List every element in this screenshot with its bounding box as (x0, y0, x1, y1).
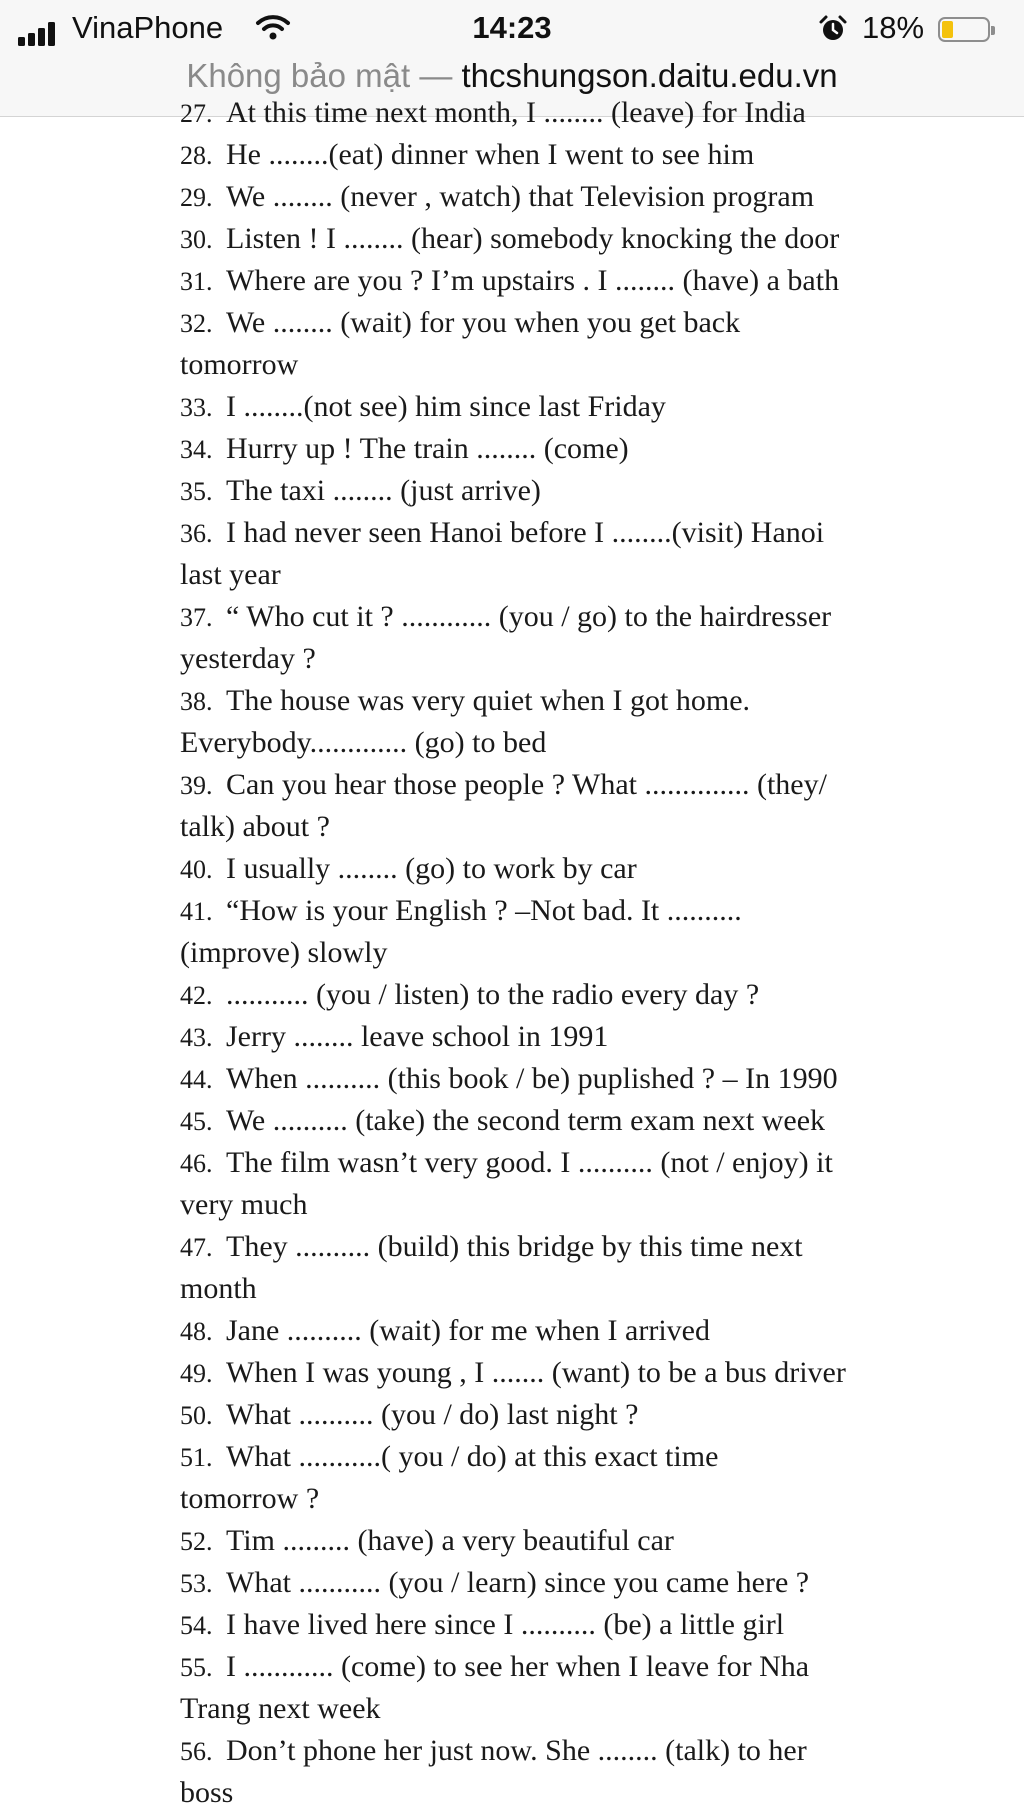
exercise-item (180, 470, 1000, 513)
exercise-item (180, 1100, 1000, 1143)
exercise-item (180, 848, 1000, 891)
exercise-item (180, 1436, 1000, 1479)
exercise-item-continued (180, 344, 1000, 386)
exercise-item-continued (180, 1772, 1000, 1814)
exercise-item (180, 1562, 1000, 1605)
exercise-number: 45. (180, 1107, 213, 1136)
exercise-number: 36. (180, 519, 213, 548)
exercise-text: They .......... (build) this bridge by this time next (226, 1230, 803, 1263)
exercise-number: 56. (180, 1737, 213, 1766)
exercise-text: Trang next week (180, 1692, 381, 1725)
exercise-text: very much (180, 1188, 308, 1221)
exercise-item (180, 1394, 1000, 1437)
exercise-item-continued (180, 806, 1000, 848)
exercise-text: When I was young , I ....... (want) to be a bus driver (226, 1356, 846, 1389)
exercise-text: (improve) slowly (180, 936, 388, 969)
exercise-list[interactable] (0, 96, 1024, 1820)
exercise-text: yesterday ? (180, 642, 316, 675)
exercise-text: Can you hear those people ? What .............. (they/ (226, 768, 827, 801)
exercise-item (180, 1520, 1000, 1563)
exercise-item (180, 1310, 1000, 1353)
carrier-name: VinaPhone (72, 10, 224, 45)
exercise-item (180, 1016, 1000, 1059)
exercise-text: I usually ........ (go) to work by car (226, 852, 637, 885)
exercise-item (180, 680, 1000, 723)
exercise-text: Tim ......... (have) a very beautiful car (226, 1524, 674, 1557)
exercise-item (180, 1142, 1000, 1185)
exercise-number: 47. (180, 1233, 213, 1262)
exercise-number: 42. (180, 981, 213, 1010)
exercise-number: 44. (180, 1065, 213, 1094)
exercise-number: 31. (180, 267, 213, 296)
exercise-text: We ........ (never , watch) that Television program (226, 180, 815, 213)
exercise-item (180, 596, 1000, 639)
exercise-number: 40. (180, 855, 213, 884)
exercise-item (180, 260, 1000, 303)
exercise-text: Hurry up ! The train ........ (come) (226, 432, 629, 465)
exercise-text: talk) about ? (180, 810, 330, 843)
battery-level-fill (942, 21, 953, 38)
exercise-number: 35. (180, 477, 213, 506)
exercise-text: At this time next month, I ........ (leave) for India (226, 96, 806, 129)
exercise-item-continued (180, 722, 1000, 764)
clock-time: 14:23 (472, 10, 552, 45)
exercise-number: 52. (180, 1527, 213, 1556)
exercise-item (180, 764, 1000, 807)
exercise-number: 54. (180, 1611, 213, 1640)
exercise-text: The film wasn’t very good. I .......... (not / enjoy) it (226, 1146, 833, 1179)
exercise-number: 51. (180, 1443, 213, 1472)
exercise-item-continued (180, 1478, 1000, 1520)
exercise-item (180, 302, 1000, 345)
exercise-text: Everybody............. (go) to bed (180, 726, 547, 759)
exercise-number: 49. (180, 1359, 213, 1388)
exercise-item-continued (180, 1184, 1000, 1226)
exercise-item-continued (180, 932, 1000, 974)
battery-icon (938, 17, 996, 44)
exercise-text: tomorrow ? (180, 1482, 320, 1515)
exercise-item (180, 176, 1000, 219)
exercise-text: boss (180, 1776, 234, 1809)
exercise-item (180, 92, 1000, 135)
exercise-text: last year (180, 558, 281, 591)
exercise-text: ........... (you / listen) to the radio every day ? (226, 978, 760, 1011)
exercise-number: 53. (180, 1569, 213, 1598)
exercise-item (180, 1646, 1000, 1689)
exercise-number: 27. (180, 99, 213, 128)
exercise-text: tomorrow (180, 348, 299, 381)
exercise-item (180, 1226, 1000, 1269)
exercise-text: Don’t phone her just now. She ........ (talk) to her (226, 1734, 807, 1767)
exercise-text: The taxi ........ (just arrive) (226, 474, 541, 507)
exercise-number: 30. (180, 225, 213, 254)
exercise-number: 39. (180, 771, 213, 800)
exercise-item (180, 218, 1000, 261)
exercise-text: When .......... (this book / be) puplished ? – In 1990 (226, 1062, 838, 1095)
exercise-item (180, 428, 1000, 471)
exercise-text: month (180, 1272, 257, 1305)
exercise-item (180, 1352, 1000, 1395)
exercise-number: 34. (180, 435, 213, 464)
exercise-text: What ........... (you / learn) since you came here ? (226, 1566, 810, 1599)
exercise-number: 37. (180, 603, 213, 632)
exercise-text: “How is your English ? –Not bad. It .......... (226, 894, 742, 927)
exercise-text: We ........ (wait) for you when you get back (226, 306, 741, 339)
exercise-text: I had never seen Hanoi before I ........(visit) Hanoi (226, 516, 825, 549)
exercise-number: 32. (180, 309, 213, 338)
exercise-number: 43. (180, 1023, 213, 1052)
exercise-item (180, 1604, 1000, 1647)
security-label: Không bảo mật — (186, 57, 453, 94)
exercise-number: 46. (180, 1149, 213, 1178)
exercise-text: What ...........( you / do) at this exact time (226, 1440, 719, 1473)
battery-percent: 18% (862, 10, 925, 45)
exercise-item (180, 1730, 1000, 1773)
exercise-text: He ........(eat) dinner when I went to see him (226, 138, 755, 171)
exercise-text: Listen ! I ........ (hear) somebody knocking the door (226, 222, 840, 255)
exercise-text: The house was very quiet when I got home. (226, 684, 751, 717)
exercise-text: What .......... (you / do) last night ? (226, 1398, 639, 1431)
exercise-number: 48. (180, 1317, 213, 1346)
exercise-number: 28. (180, 141, 213, 170)
alarm-icon (818, 14, 848, 44)
exercise-text: “ Who cut it ? ............ (you / go) to the hairdresser (226, 600, 832, 633)
exercise-number: 33. (180, 393, 213, 422)
exercise-number: 50. (180, 1401, 213, 1430)
exercise-text: Jerry ........ leave school in 1991 (226, 1020, 609, 1053)
exercise-item (180, 386, 1000, 429)
exercise-item (180, 974, 1000, 1017)
exercise-text: I ........(not see) him since last Friday (226, 390, 666, 423)
exercise-item (180, 890, 1000, 933)
exercise-item (180, 1058, 1000, 1101)
site-domain: thcshungson.daitu.edu.vn (461, 57, 838, 94)
exercise-item (180, 134, 1000, 177)
exercise-text: I ............ (come) to see her when I leave for Nha (226, 1650, 810, 1683)
exercise-item-continued (180, 1268, 1000, 1310)
exercise-number: 38. (180, 687, 213, 716)
exercise-item-continued (180, 638, 1000, 680)
exercise-number: 41. (180, 897, 213, 926)
exercise-item (180, 512, 1000, 555)
exercise-item-continued (180, 554, 1000, 596)
exercise-text: We .......... (take) the second term exam next week (226, 1104, 826, 1137)
exercise-text: Jane .......... (wait) for me when I arrived (226, 1314, 710, 1347)
status-row (0, 8, 1024, 52)
exercise-number: 29. (180, 183, 213, 212)
exercise-text: Where are you ? I’m upstairs . I ........ (have) a bath (226, 264, 840, 297)
exercise-number: 55. (180, 1653, 213, 1682)
exercise-item-continued (180, 1688, 1000, 1730)
exercise-text: I have lived here since I .......... (be) a little girl (226, 1608, 785, 1641)
